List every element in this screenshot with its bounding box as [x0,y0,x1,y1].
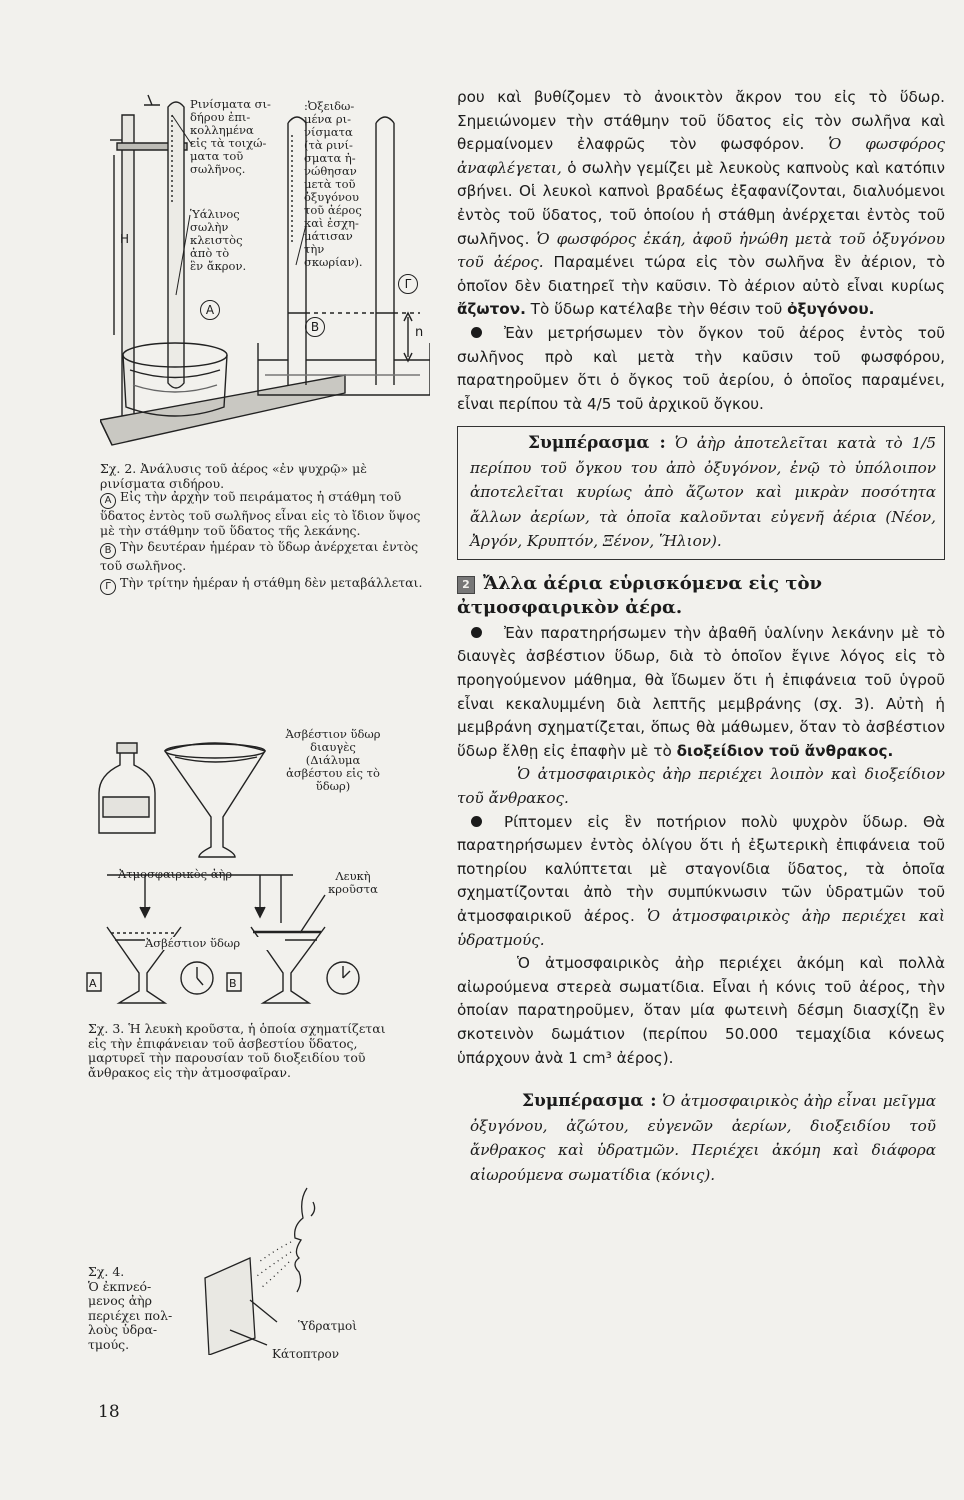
p1-text-a: ρου καὶ βυθίζομεν τὸ ἀνοικτὸν ἄκρον του εἰς τὸ ὕδωρ. Σημειώνομεν τὴν στάθμην τοῦ ὕδατος εἰς τὸν σωλῆνα καὶ θερμαίνομεν ἐλαφρῶς τὸν φωσφόρον. [457,88,945,154]
page-number: 18 [98,1402,120,1422]
fig2-item-g-text: Τὴν τρίτην ἡμέραν ἡ στάθμη δὲν μεταβάλλεται. [120,574,423,590]
paragraph-water-vapor [457,811,945,953]
fig2-marker-g: Γ [398,274,418,294]
fig2-marker-b: Β [305,317,325,337]
conclusion-1-text: Ὁ ἀὴρ ἀποτελεῖται κατὰ τὸ 1/5 περίπου τοῦ ὄγκου του ἀπὸ ὀξυγόνον, ἐνῷ τὸ ὑπόλοιπον ἀποτελεῖται κυρίως ἀπὸ ἄζωτον καὶ μικρὰν ποσότητα ἄλλων ἀερίων, τὰ ὁποῖα καλοῦνται εὐγενῆ ἀέρια (Νέον, Ἀργόν, Κρυπτόν, Ξένον, Ἥλιον). [470,434,936,551]
bullet-icon [471,327,482,338]
conclusion-2-key: Συμπέρασμα : [522,1091,657,1112]
fig2-item-a [100,490,430,538]
conclusion-box-1 [457,426,945,560]
fig2-item-b [100,540,430,574]
fig4-label-mirror: Κάτοπτρον [272,1347,340,1361]
p2-text: Ἐὰν μετρήσωμεν τὸν ὄγκον τοῦ ἀέρος ἐντὸς τοῦ σωλῆνος πρὸ καὶ μετὰ τὴν καῦσιν τοῦ φωσφόρου, παρατηροῦμεν ὅτι ὁ ὄγκος τοῦ ἀερίου, ὁ ὁποῖος παραμένει, εἶναι περίπου τὰ 4/5 τοῦ ἀρχικοῦ ὄγκου. [457,323,945,413]
fig3-label-atmospheric-air: Ἀτμοσφαιρικὸς ἀὴρ [118,867,233,881]
fig2-marker-a: Α [200,300,220,320]
p1-text-c: ὁ σωλὴν γεμίζει μὲ λευκοὺς καπνοὺς καὶ κατόπιν σβήνει. Οἱ λευκοὶ καπνοὶ βραδέως ἐξαφανίζονται, διαλυόμενοι ἐντὸς τοῦ ὕδατος, τοῦ ὁποίου ἡ στάθμη ἀνέρχεται ἐντὸς τοῦ σωλῆνος. [457,158,945,248]
p3-bold-co2: διοξείδιον τοῦ ἄνθρακος. [676,741,894,760]
bullet-icon [471,627,482,638]
paragraph-dust [457,952,945,1070]
fig2-item-a-text: Εἰς τὴν ἀρχὴν τοῦ πειράματος ἡ στάθμη τοῦ ὕδατος ἐντὸς τοῦ σωλῆνος εἶναι εἰς τὸ ἴδιον ὕψος μὲ τὴν στάθμην τοῦ ὕδατος τῆς λεκάνης. [100,489,421,538]
fig2-label-oxidized-filings: :Ὀξειδω- μένα ρι- νίσματα (τὰ ρινί- σματα ἠ- νώθησαν μετὰ τοῦ ὀξυγόνου τοῦ ἀέρος καὶ ἐσχη- μάτισαν τὴν σκωρίαν). [304,99,363,269]
p1-bold-nitrogen: ἄζωτον. [457,300,526,319]
paragraph-co2-conclusion [457,763,945,810]
p1-text-g: Τὸ ὕδωρ κατέλαβε τὴν θέσιν τοῦ [525,300,788,319]
fig2-items [100,490,430,595]
conclusion-2-text: Ὁ ἀτμοσφαιρικὸς ἀὴρ εἶναι μεῖγμα ὀξυγόνου, ἀζώτου, εὐγενῶν ἀερίων, διοξειδίου τοῦ ἄνθρακος καὶ ὑδρατμῶν. Περιέχει ἀκόμη καὶ διάφορα αἰωρούμενα σωματίδια (κόνις). [470,1092,936,1184]
fig3-label-clear-limewater: Ἀσβέστιον ὕδωρ διαυγὲς (Διάλυμα ἀσβέστου εἰς τὸ ὕδωρ) [285,727,381,793]
p4-italic: Ὁ ἀτμοσφαιρικὸς ἀὴρ περιέχει καὶ ὑδρατμούς. [457,906,945,949]
right-column [457,86,945,1193]
fig2-marker-h: Η [120,232,130,246]
p1-bold-oxygen: ὀξυγόνου. [787,300,875,319]
fig4-label-water-vapor: Ὑδρατμοὶ [298,1319,357,1333]
bullet-icon [471,816,482,827]
section-title: Ἄλλα ἀέρια εὑρισκόμενα εἰς τὸν ἀτμοσφαιρικὸν ἀέρα. [457,572,823,618]
p3-text: Ἐὰν παρατηρήσωμεν τὴν ἀβαθῆ ὑαλίνην λεκάνην μὲ τὸ διαυγὲς ἀσβέστιον ὕδωρ, διὰ τὸ ὁποῖον ἔγινε λόγος εἰς τὸ προηγούμενον μάθημα, θὰ ἴδωμεν ὅτι ἡ ἐπιφάνεια τοῦ ὑγροῦ εἶναι κεκαλυμμένη διὰ λεπτῆς μεμβράνης (σχ. 3). Αὐτὴ ἡ μεμβράνη σχηματίζεται, ὅπως θὰ μάθωμεν, ὅταν τὸ ἀσβέστιον ὕδωρ ἔλθῃ εἰς ἐπαφὴν μὲ τὸ [457,623,945,760]
fig2-label-glass-tube: Ὑάλινος σωλὴν κλειστὸς ἀπὸ τὸ ἓν ἄκρον. [190,207,247,273]
p4-text: Ρίπτομεν εἰς ἓν ποτήριον πολὺ ψυχρὸν ὕδωρ. Θὰ παρατηρήσωμεν ἐντὸς ὀλίγου ὅτι ἡ ἐξωτερικὴ ἐπιφάνεια τοῦ ποτηρίου καλύπτεται μὲ σταγονίδια ὕδατος, τὰ ὁποῖα σχηματίζονται ἀπὸ τὴν συμπύκνωσιν τῶν ὑδρατμῶν τοῦ ἀτμοσφαιρικοῦ ἀέρος. [457,812,945,925]
fig2-item-a-letter: Α [100,493,116,509]
fig3-label-limewater: Ἀσβέστιον ὕδωρ [145,937,285,950]
conclusion-1-key: Συμπέρασμα : [528,433,666,454]
p3-italic: Ὁ ἀτμοσφαιρικὸς ἀὴρ περιέχει λοιπὸν καὶ διοξείδιον τοῦ ἄνθρακος. [457,765,945,807]
fig4-caption: Σχ. 4. Ὁ ἐκπνεό- μενος ἀὴρ περιέχει πολ- λοὺς ὑδρα- τμούς. [88,1264,173,1352]
fig2-caption: Σχ. 2. Ἀνάλυσις τοῦ ἀέρος «ἐν ψυχρῷ» μὲ ρινίσματα σιδήρου. [100,461,367,491]
fig3-marker-b: Β [229,977,237,990]
fig2-item-g-letter: Γ [100,579,116,595]
fig2-item-g [100,576,430,595]
p5-text: Ὁ ἀτμοσφαιρικὸς ἀὴρ περιέχει ἀκόμη καὶ πολλὰ αἰωρούμενα στερεὰ σωματίδια. Εἶναι ἡ κόνις τοῦ ἀέρος, τὴν ὁποίαν παρατηροῦμεν, ὅταν μία φωτεινὴ δέσμη διασχίζῃ ἓν σκοτεινὸν δωμάτιον (περίπου 50.000 τεμαχίδια κόνεως ὑπάρχουν ἀνὰ 1 cm³ ἀέρος). [457,954,945,1067]
fig3-caption: Σχ. 3. Ἡ λευκὴ κροῦστα, ἡ ὁποία σχηματίζεται εἰς τὴν ἐπιφάνειαν τοῦ ἀσβεστίου ὕδατος, μαρτυρεῖ τὴν παρουσίαν τοῦ διοξειδίου τοῦ ἄνθρακος εἰς τὴν ἀτμοσφαῖραν. [88,1021,386,1080]
fig2-marker-n: n [415,325,424,340]
section-number: 2 [457,576,475,594]
conclusion-box-2 [457,1084,945,1193]
p1-italic-burned: Ὁ φωσφόρος ἐκάη, ἀφοῦ ἠνώθη μετὰ τοῦ ὀξυγόνου τοῦ ἀέρος. [457,229,945,272]
paragraph-limewater [457,622,945,764]
section-heading [457,572,945,620]
fig3-label-white-crust: Λευκὴ κροῦστα [328,869,378,896]
paragraph-volume [457,322,945,416]
p1-text-e: Παραμένει τώρα εἰς τὸν σωλῆνα ἓν ἀέριον, τὸ ὁποῖον δὲν διατηρεῖ τὴν καῦσιν. Τὸ ἀέριον αὐτὸ εἶναι κυρίως [457,253,945,295]
fig2-item-b-text: Τὴν δευτέραν ἡμέραν τὸ ὕδωρ ἀνέρχεται ἐντὸς τοῦ σωλῆνος. [100,539,419,573]
p1-italic-ignites: Ὁ φωσφόρος ἀναφλέγεται, [457,135,945,177]
fig3-marker-a: Α [89,977,97,990]
fig2-label-iron-filings: Ρινίσματα σι- δήρου ἐπι- κολλημένα εἰς τὰ τοιχώ- ματα τοῦ σωλῆνος. [190,97,271,176]
paragraph-phosphorus [457,86,945,322]
fig2-item-b-letter: Β [100,543,116,559]
